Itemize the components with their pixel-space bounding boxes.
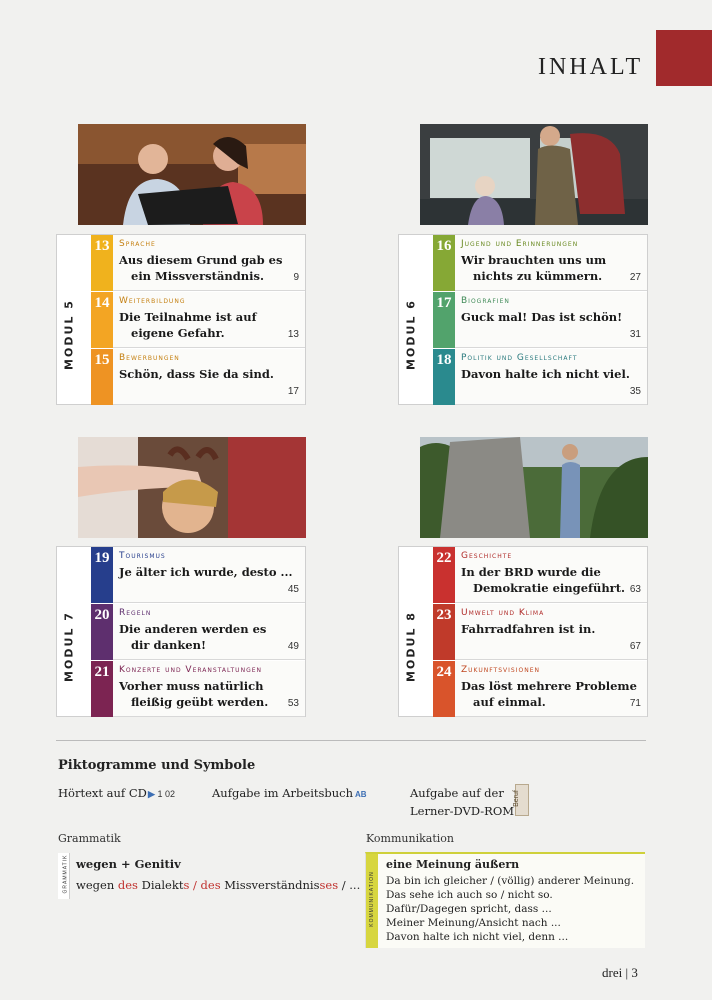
- chapter-number: 14: [91, 292, 113, 348]
- chapter-16[interactable]: [433, 235, 647, 291]
- chapter-title-line2: Demokratie eingeführt.: [473, 581, 626, 595]
- chapter-title-line1: In der BRD wurde die: [461, 565, 601, 579]
- chapter-category: Sprache: [119, 239, 156, 249]
- modul-8-box: [398, 546, 648, 717]
- chapter-title-line1: Die Teilnahme ist auf: [119, 310, 257, 324]
- kommunikation-line: Davon halte ich nicht viel, denn ...: [386, 931, 569, 943]
- chapter-title-line2: nichts zu kümmern.: [473, 269, 603, 283]
- grammatik-bar: GRAMMATIK: [58, 853, 70, 899]
- page-footer: drei | 3: [602, 965, 638, 980]
- chapter-category: Bewerbungen: [119, 353, 180, 363]
- chapter-page-number: 31: [629, 329, 641, 340]
- chapter-title-line1: Das löst mehrere Probleme: [461, 679, 637, 693]
- chapter-page-number: 45: [287, 584, 299, 595]
- chapter-category: Geschichte: [461, 551, 513, 561]
- chapter-title-line1: Vorher muss natürlich: [119, 679, 264, 693]
- red-corner-tab: [656, 30, 712, 86]
- chapter-category: Konzerte und Veranstaltungen: [119, 665, 262, 675]
- chapter-category: Tourismus: [119, 551, 166, 561]
- kommunikation-label: Kommunikation: [366, 832, 454, 845]
- chapter-title-line1: Guck mal! Das ist schön!: [461, 310, 623, 324]
- kommunikation-box: [365, 852, 645, 948]
- chapter-24[interactable]: [433, 661, 647, 717]
- kommunikation-bar: KOMMUNIKATION: [366, 854, 378, 948]
- chapter-number: 13: [91, 235, 113, 291]
- chapter-title-line1: Die anderen werden es: [119, 622, 267, 636]
- hoertext-label: Hörtext auf CD: [58, 786, 147, 800]
- chapter-page-number: 71: [629, 698, 641, 709]
- page-title: INHALT: [538, 54, 644, 80]
- chapter-page-number: 63: [629, 584, 641, 595]
- kommunikation-title: eine Meinung äußern: [386, 858, 520, 871]
- photo-monument-man: [420, 437, 648, 538]
- cd-track: 1 02: [157, 789, 175, 799]
- chapter-category: Politik und Gesellschaft: [461, 353, 578, 363]
- chapter-20[interactable]: [91, 604, 305, 660]
- chapter-number: 24: [433, 661, 455, 717]
- section-divider: [56, 740, 646, 741]
- chapter-title-line2: auf einmal.: [473, 695, 546, 709]
- play-icon: ▶: [148, 789, 155, 799]
- chapter-category: Jugend und Erinnerungen: [461, 239, 579, 249]
- modul-5-label: MODUL 5: [62, 299, 76, 370]
- chapter-category: Biografien: [461, 296, 510, 306]
- chapter-title-line2: dir danken!: [131, 638, 207, 652]
- chapter-page-number: 13: [287, 329, 299, 340]
- chapter-number: 15: [91, 349, 113, 405]
- chapter-page-number: 53: [287, 698, 299, 709]
- kommunikation-line: Das sehe ich auch so / nicht so.: [386, 889, 553, 901]
- chapter-page-number: 49: [287, 641, 299, 652]
- kommunikation-line: Dafür/Dagegen spricht, dass ...: [386, 903, 552, 915]
- beruf-icon: Beruf: [515, 784, 529, 816]
- modul-7-label: MODUL 7: [62, 611, 76, 682]
- chapter-page-number: 17: [287, 386, 299, 397]
- pikto-heading: Piktogramme und Symbole: [58, 758, 256, 773]
- modul-6-label: MODUL 6: [404, 299, 418, 370]
- chapter-title-line2: fleißig geübt werden.: [131, 695, 269, 709]
- chapter-number: 21: [91, 661, 113, 717]
- chapter-number: 23: [433, 604, 455, 660]
- chapter-23[interactable]: [433, 604, 647, 660]
- chapter-number: 17: [433, 292, 455, 348]
- kommunikation-line: Da bin ich gleicher / (völlig) anderer Meinung.: [386, 875, 635, 887]
- ab-badge: AB: [355, 790, 367, 799]
- chapter-title-line1: Wir brauchten uns um: [461, 253, 607, 267]
- chapter-title-line1: Davon halte ich nicht viel.: [461, 367, 630, 381]
- modul-7-box: [56, 546, 306, 717]
- chapter-page-number: 27: [629, 272, 641, 283]
- chapter-number: 16: [433, 235, 455, 291]
- chapter-number: 20: [91, 604, 113, 660]
- chapter-title-line2: ein Missverständnis.: [131, 269, 265, 283]
- chapter-number: 22: [433, 547, 455, 603]
- chapter-title-line1: Schön, dass Sie da sind.: [119, 367, 274, 381]
- chapter-category: Umwelt und Klima: [461, 608, 545, 618]
- chapter-category: Weiterbildung: [119, 296, 186, 306]
- chapter-title-line2: eigene Gefahr.: [131, 326, 225, 340]
- chapter-21[interactable]: [91, 661, 305, 717]
- photo-festival-woman: [78, 437, 306, 538]
- modul-6-box: [398, 234, 648, 405]
- grammatik-title: wegen + Genitiv: [76, 857, 181, 871]
- cd-reference: [148, 789, 175, 800]
- chapter-13[interactable]: [91, 235, 305, 291]
- grammatik-example: wegen des Dialekts / des Missverständnisses / ...: [76, 878, 361, 892]
- chapter-title-line1: Je älter ich wurde, desto ...: [119, 565, 293, 579]
- chapter-number: 18: [433, 349, 455, 405]
- dvd-label-line2: Lerner-DVD-ROM: [410, 804, 515, 818]
- chapter-18[interactable]: [433, 349, 647, 405]
- chapter-category: Regeln: [119, 608, 152, 618]
- photo-restaurant-couple: [78, 124, 306, 225]
- chapter-page-number: 67: [629, 641, 641, 652]
- chapter-14[interactable]: [91, 292, 305, 348]
- grammatik-box: [58, 853, 361, 899]
- chapter-category: Zukunftsvisionen: [461, 665, 540, 675]
- chapter-17[interactable]: [433, 292, 647, 348]
- chapter-15[interactable]: [91, 349, 305, 405]
- chapter-19[interactable]: [91, 547, 305, 603]
- modul-8-label: MODUL 8: [404, 611, 418, 682]
- chapter-22[interactable]: [433, 547, 647, 603]
- chapter-page-number: 9: [293, 272, 299, 283]
- chapter-page-number: 35: [629, 386, 641, 397]
- chapter-title-line1: Aus diesem Grund gab es: [119, 253, 283, 267]
- photo-train-travel: [420, 124, 648, 225]
- dvd-label-line1: Aufgabe auf der: [410, 786, 504, 800]
- chapter-number: 19: [91, 547, 113, 603]
- chapter-title-line1: Fahrradfahren ist in.: [461, 622, 596, 636]
- kommunikation-line: Meiner Meinung/Ansicht nach ...: [386, 917, 561, 929]
- arbeitsbuch-label: Aufgabe im Arbeitsbuch: [212, 786, 354, 800]
- grammatik-label: Grammatik: [58, 832, 121, 845]
- modul-5-box: [56, 234, 306, 405]
